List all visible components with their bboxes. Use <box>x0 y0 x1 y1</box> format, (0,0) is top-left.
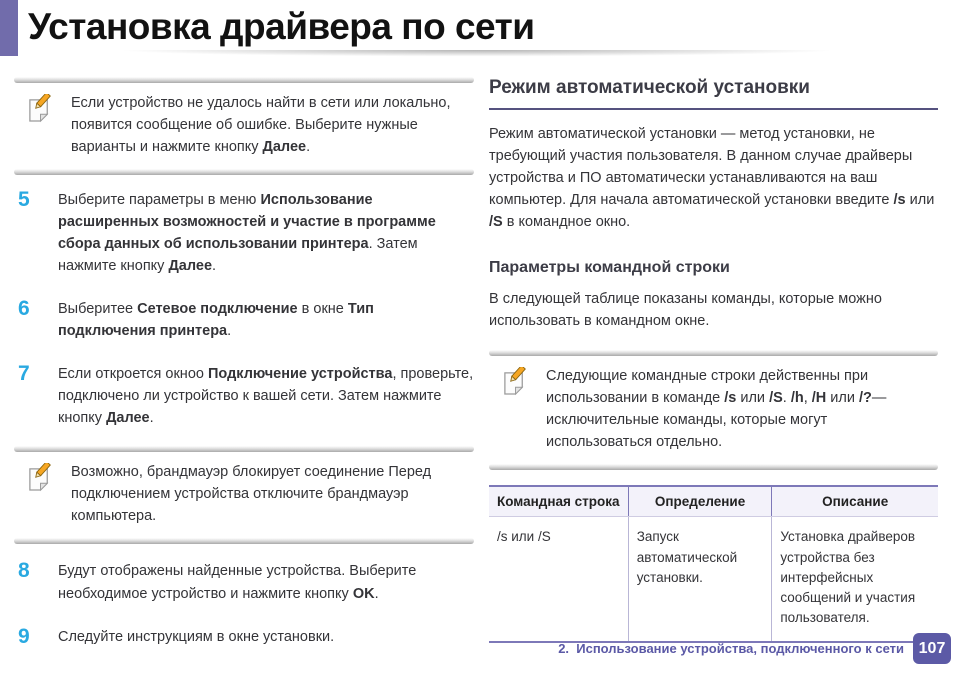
title-divider-shadow <box>0 50 954 64</box>
step-text: Выберите параметры в меню Использование расширенных возможностей и участие в программе сбора данных об использовании принтера. Затем нажмите кнопку Далее. <box>58 192 436 275</box>
note-body <box>14 83 474 169</box>
note-box-firewall <box>14 446 474 544</box>
table-header-row <box>489 486 938 517</box>
note-pencil-icon <box>27 461 54 527</box>
note-bottom-bar <box>489 464 938 470</box>
note-body <box>489 356 938 464</box>
table-cell-definition: Запуск автоматической установки. <box>628 517 772 642</box>
step-6 <box>14 298 474 342</box>
left-column <box>14 77 474 669</box>
note-bottom-bar <box>14 538 474 544</box>
section-heading: Режим автоматической установки <box>489 77 938 110</box>
title-row <box>0 0 954 56</box>
note-pencil-icon <box>502 365 529 453</box>
note-text: Следующие командные строки действенны при использовании в команде /s или /S. /h, /H или /?— исключительные команды, которые могут использоваться отдельно. <box>546 368 887 451</box>
step-number: 9 <box>18 624 30 648</box>
step-5 <box>14 189 474 277</box>
table-header-command: Командная строка <box>489 486 628 517</box>
note-bottom-bar <box>14 169 474 175</box>
step-7 <box>14 363 474 429</box>
table-row <box>489 517 938 642</box>
command-line-table <box>489 485 938 642</box>
step-number: 7 <box>18 362 30 386</box>
step-text: Будут отображены найденные устройства. Выберите необходимое устройство и нажмите кнопку OK. <box>58 563 417 602</box>
note-text: Возможно, брандмауэр блокирует соединение Перед подключением устройства отключите брандмауэр компьютера. <box>71 464 432 525</box>
step-text: Выберитее Сетевое подключение в окне Тип подключения принтера. <box>58 301 374 340</box>
note-text: Если устройство не удалось найти в сети или локально, появится сообщение об ошибке. Выберите нужные варианты и нажмите кнопку Далее. <box>71 95 451 156</box>
note-box-device-not-found <box>14 77 474 175</box>
note-pencil-icon <box>27 92 54 158</box>
title-accent-bar <box>0 0 18 56</box>
step-number: 5 <box>18 188 30 212</box>
page-title: Установка драйвера по сети <box>28 6 535 47</box>
table-header-definition: Определение <box>628 486 772 517</box>
page-footer <box>558 633 951 664</box>
right-column <box>489 77 938 643</box>
sub-heading: Параметры командной строки <box>489 259 730 277</box>
page-number-badge: 107 <box>913 633 951 664</box>
step-8 <box>14 560 474 604</box>
note-box-command-lines <box>489 350 938 470</box>
table-header-description: Описание <box>772 486 938 517</box>
note-body <box>14 452 474 538</box>
step-number: 8 <box>18 559 30 583</box>
sub-intro: В следующей таблице показаны команды, которые можно использовать в командном окне. <box>489 291 882 330</box>
step-number: 6 <box>18 297 30 321</box>
section-intro: Режим автоматической установки — метод установки, не требующий участия пользователя. В данном случае драйверы устройства и ПО автоматически устанавливаются на ваш компьютер. Для начала автоматической установки введите /s или /S в командное окно. <box>489 126 935 231</box>
footer-chapter-title: 2. Использование устройства, подключенного к сети <box>558 641 904 656</box>
step-text: Если откроется окноо Подключение устройства, проверьте, подключено ли устройство к вашей сети. Затем нажмите кнопку Далее. <box>58 366 474 427</box>
table-cell-description: Установка драйверов устройства без интерфейсных сообщений и участия пользователя. <box>772 517 938 642</box>
step-text: Следуйте инструкциям в окне установки. <box>58 628 335 645</box>
table-cell-command: /s или /S <box>497 529 551 545</box>
step-9 <box>14 626 474 648</box>
